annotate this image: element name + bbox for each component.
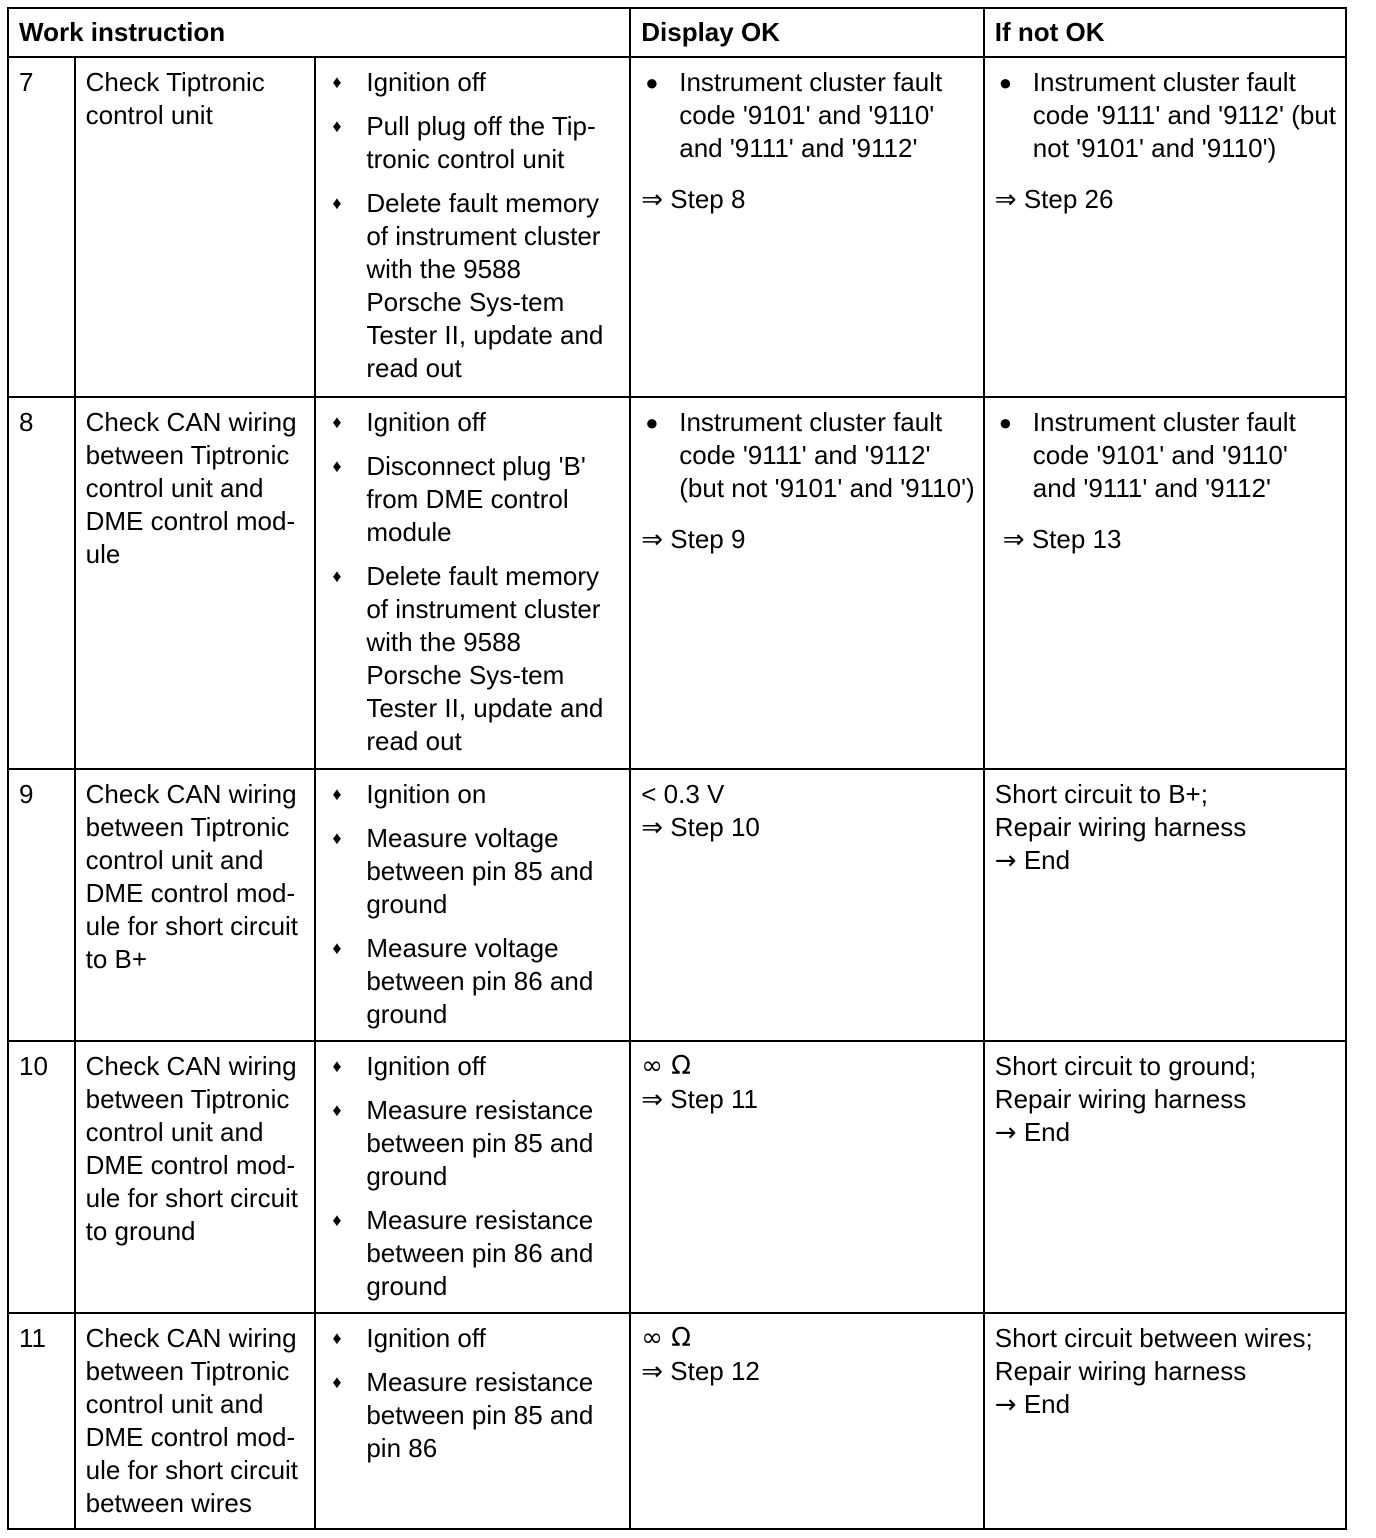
next-step: ⇒ Step 10 [641,812,760,843]
repair-action: Repair wiring harness [994,1084,1247,1114]
list-item: ● Instrument cluster fault code '9101' and '9110' and '9111' and '9112' [998,407,1296,503]
step-number: 9 [8,769,75,1041]
check-description: Check CAN wiring between Tiptronic control unit and DME control mod-ule for short circuit between wires [75,1313,316,1529]
diamond-bullet-icon: ♦ [332,1372,342,1392]
nok-list [995,66,1337,165]
diamond-bullet-icon: ♦ [332,784,342,804]
table-row [8,1313,1346,1529]
instruction-list [326,66,621,385]
diamond-bullet-icon: ♦ [332,72,342,92]
double-arrow-icon: ⇒ [1002,525,1025,555]
list-item: ♦ Measure voltage between pin 86 and ground [332,933,594,1029]
display-ok-cell [630,1041,984,1313]
list-item: ♦ Ignition on [332,779,487,809]
list-item: ♦ Measure voltage between pin 85 and ground [332,823,594,919]
double-arrow-icon: ⇒ [641,185,664,215]
table-row [8,769,1346,1041]
dot-bullet-icon: ● [998,410,1013,435]
next-step: ⇒ Step 8 [641,184,746,215]
instruction-list [326,1050,621,1303]
instruction-list [326,1322,621,1465]
check-description: Check Tiptronic control unit [75,57,316,397]
fault-description: Short circuit to ground; [994,1051,1257,1081]
instruction-cell [315,57,630,397]
ok-list [641,66,975,165]
arrow-icon: → [994,846,1017,876]
if-not-ok-cell [984,1313,1346,1529]
list-item: ♦ Delete fault memory of instrument cluster with the 9588 Porsche Sys-tem Tester II, update and read out [332,561,604,756]
list-item: ♦ Measure resistance between pin 85 and pin 86 [332,1367,594,1463]
step-number: 8 [8,397,75,769]
double-arrow-icon: ⇒ [641,813,664,843]
header-if-not-ok: If not OK [984,8,1346,57]
double-arrow-icon: ⇒ [994,185,1017,215]
list-item: ♦ Delete fault memory of instrument cluster with the 9588 Porsche Sys-tem Tester II, update and read out [332,188,604,383]
fault-description: Short circuit between wires; [994,1323,1313,1353]
next-step: ⇒ Step 26 [994,184,1114,215]
end-marker: → End [994,1117,1071,1148]
dot-bullet-icon: ● [998,70,1013,95]
diamond-bullet-icon: ♦ [332,412,342,432]
list-item: ● Instrument cluster fault code '9101' and '9110' and '9111' and '9112' [645,67,943,163]
list-item: ♦ Ignition off [332,407,486,437]
arrow-icon: → [994,1118,1017,1148]
step-number: 10 [8,1041,75,1313]
end-marker: → End [994,1389,1071,1420]
arrow-icon: → [994,1390,1017,1420]
list-item: ♦ Pull plug off the Tip-tronic control unit [332,111,596,174]
list-item: ♦ Ignition off [332,67,486,97]
next-step: ⇒ Step 9 [641,524,746,555]
list-item: ● Instrument cluster fault code '9111' and '9112' (but not '9101' and '9110') [998,67,1336,163]
instruction-cell [315,769,630,1041]
if-not-ok-cell [984,1041,1346,1313]
table-row [8,1041,1346,1313]
fault-description: Short circuit to B+; [994,779,1208,809]
list-item: ♦ Measure resistance between pin 86 and ground [332,1205,594,1301]
double-arrow-icon: ⇒ [641,1357,664,1387]
ok-value: < 0.3 V [641,779,725,809]
list-item: ● Instrument cluster fault code '9111' and '9112' (but not '9101' and '9110') [645,407,975,503]
instruction-cell [315,397,630,769]
work-instruction-table [7,7,1347,1530]
instruction-list [326,406,621,758]
diamond-bullet-icon: ♦ [332,193,342,213]
dot-bullet-icon: ● [645,410,659,435]
ok-value: ∞ Ω [641,1323,692,1353]
instruction-list [326,778,621,1031]
list-item: ♦ Measure resistance between pin 85 and ground [332,1095,594,1191]
diamond-bullet-icon: ♦ [332,828,342,848]
display-ok-cell [630,57,984,397]
diamond-bullet-icon: ♦ [332,1100,342,1120]
check-description: Check CAN wiring between Tiptronic control unit and DME control mod-ule for short circuit to ground [75,1041,316,1313]
header-work-instruction: Work instruction [8,8,630,57]
repair-action: Repair wiring harness [994,812,1247,842]
diamond-bullet-icon: ♦ [332,1056,342,1076]
step-number: 7 [8,57,75,397]
list-item: ♦ Ignition off [332,1051,486,1081]
next-step: ⇒ Step 12 [641,1356,760,1387]
diamond-bullet-icon: ♦ [332,1328,342,1348]
instruction-cell [315,1313,630,1529]
list-item: ♦ Ignition off [332,1323,486,1353]
check-description: Check CAN wiring between Tiptronic control unit and DME control mod-ule for short circuit to B+ [75,769,316,1041]
end-marker: → End [994,845,1071,876]
table-row [8,57,1346,397]
double-arrow-icon: ⇒ [641,1085,664,1115]
dot-bullet-icon: ● [645,70,659,95]
nok-list [995,406,1337,505]
display-ok-cell [630,769,984,1041]
next-step: ⇒ Step 13 [1002,524,1122,555]
instruction-cell [315,1041,630,1313]
diamond-bullet-icon: ♦ [332,456,342,476]
ok-value: ∞ Ω [641,1051,692,1081]
diamond-bullet-icon: ♦ [332,116,342,136]
display-ok-cell [630,1313,984,1529]
ok-list [641,406,975,505]
list-item: ♦ Disconnect plug 'B' from DME control module [332,451,586,547]
diamond-bullet-icon: ♦ [332,566,342,586]
diamond-bullet-icon: ♦ [332,938,342,958]
step-number: 11 [8,1313,75,1529]
if-not-ok-cell [984,57,1346,397]
header-display-ok: Display OK [630,8,984,57]
check-description: Check CAN wiring between Tiptronic control unit and DME control mod-ule [75,397,316,769]
table-row [8,397,1346,769]
header-row [8,8,1346,57]
display-ok-cell [630,397,984,769]
repair-action: Repair wiring harness [994,1356,1247,1386]
next-step: ⇒ Step 11 [641,1084,758,1115]
if-not-ok-cell [984,397,1346,769]
if-not-ok-cell [984,769,1346,1041]
diamond-bullet-icon: ♦ [332,1210,342,1230]
double-arrow-icon: ⇒ [641,525,664,555]
